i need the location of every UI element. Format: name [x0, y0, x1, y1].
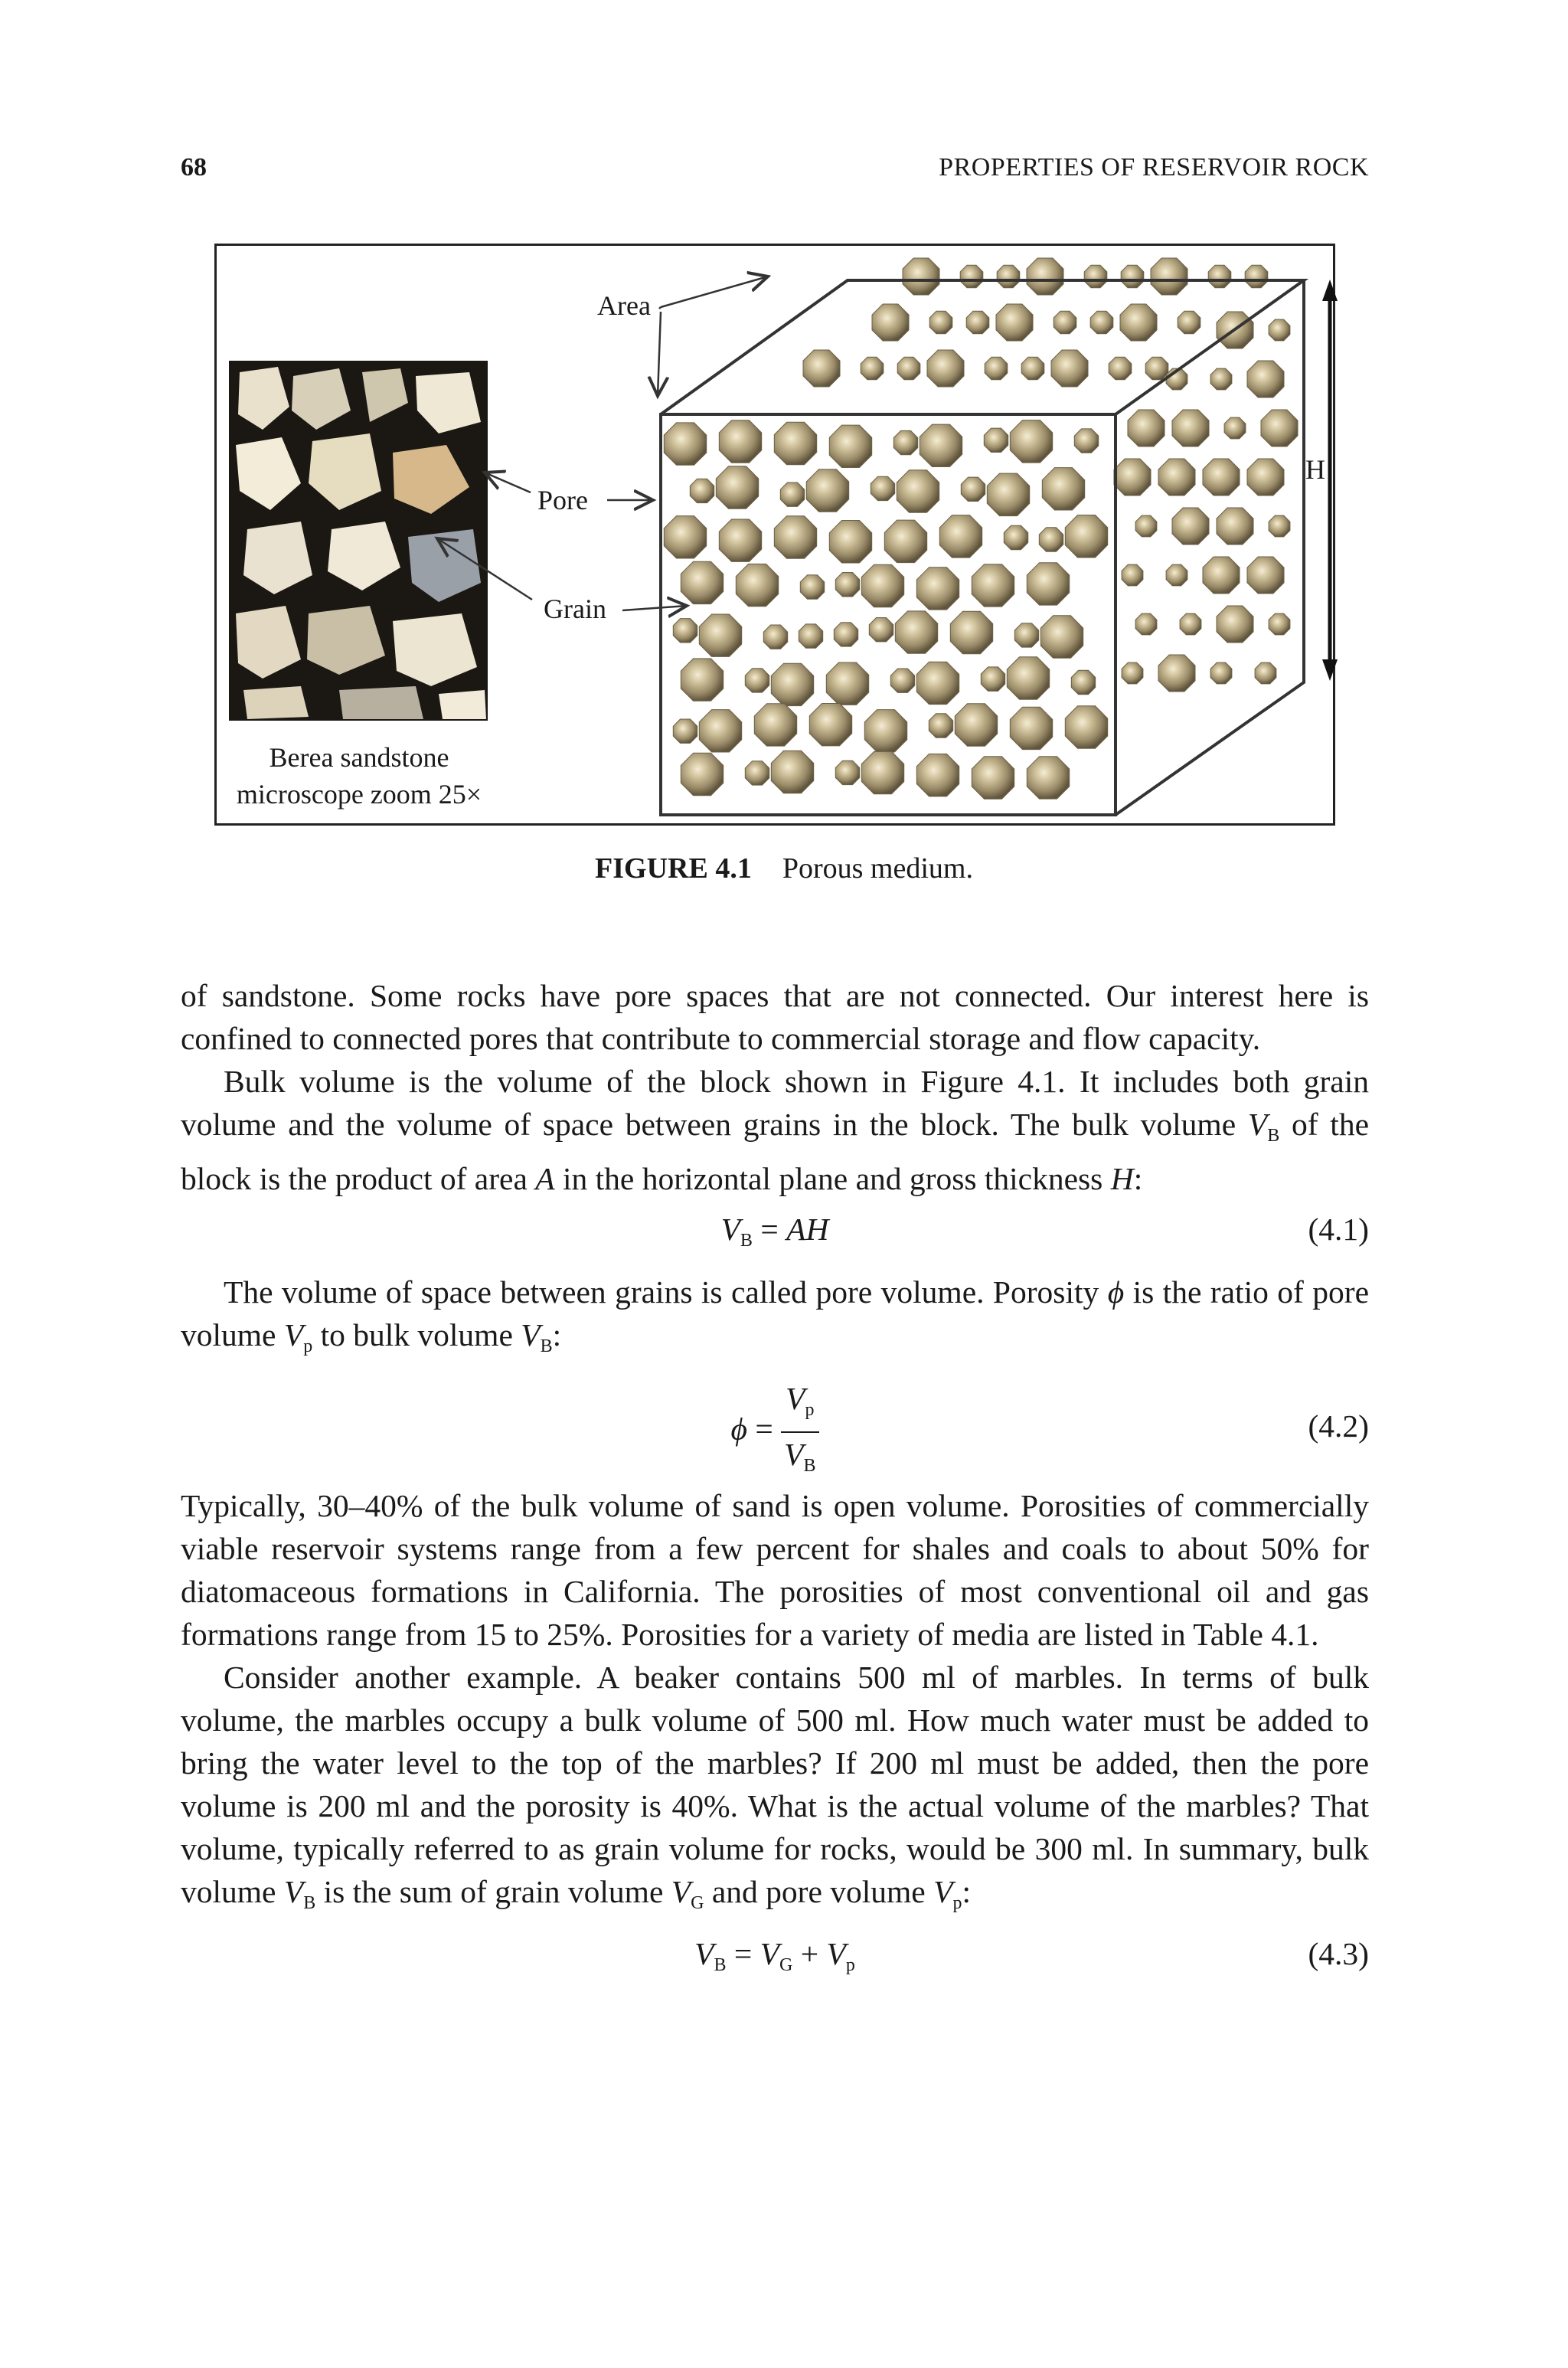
grain [984, 428, 1008, 452]
grain [1224, 417, 1246, 439]
grain [1247, 361, 1284, 397]
height-label: H [1305, 454, 1325, 485]
grain [1208, 265, 1231, 288]
equation-4-2-number: (4.2) [1308, 1408, 1369, 1444]
grain [985, 357, 1008, 380]
grain [745, 761, 769, 785]
paragraph-4: Typically, 30–40% of the bulk volume of sand is open volume. Porosities of commercially viable reservoir systems range from a few percent for shales and coals to about 50% for diatomaceous formations in California. The porosities of most conventional oil and gas formations range from 15 to 25%. Porosities for a variety of media are listed in Table 4.1. [181, 1488, 1369, 1652]
grain [1014, 623, 1038, 647]
grain [861, 357, 884, 380]
grain [869, 618, 893, 642]
grain [1145, 357, 1168, 380]
grain [835, 760, 859, 784]
figure-porous-medium [214, 244, 1335, 826]
grain [774, 516, 816, 558]
page-header [181, 153, 1369, 191]
grain [1027, 757, 1069, 799]
figure-caption [0, 852, 1568, 885]
equation-4-2 [181, 1380, 1369, 1476]
bulk-volume-cube [661, 258, 1304, 815]
paragraph-3: The volume of space between grains is called pore volume. Porosity ϕ is the ratio of pore volume $V_p$ to bulk volume $V_B$: [181, 1274, 1369, 1356]
grain [897, 357, 920, 380]
grain [716, 466, 758, 509]
equation-4-3-number: (4.3) [1308, 1936, 1369, 1971]
grain [1065, 706, 1107, 749]
grain [1071, 670, 1095, 694]
grain [1210, 368, 1232, 390]
paragraph-1: of sandstone. Some rocks have pore spaces that are not connected. Our interest here is confined to connected pores that contribute to commercial storage and flow capacity. [181, 978, 1369, 1056]
grain [1203, 459, 1240, 496]
grain [1255, 662, 1276, 684]
grain [916, 754, 959, 796]
grain [1247, 557, 1284, 594]
grain [673, 619, 697, 643]
grain [803, 350, 840, 387]
grain [1122, 564, 1143, 586]
grain [997, 265, 1020, 288]
grain [961, 477, 985, 501]
grain [920, 424, 962, 466]
grain [763, 625, 787, 649]
equation-4-1-body: $V_B$ = AH [720, 1212, 829, 1251]
grain [771, 663, 813, 705]
grain [1172, 508, 1209, 545]
grain [664, 516, 706, 558]
grain [1040, 616, 1083, 659]
figure-graphic [217, 246, 1338, 828]
micro-caption-line1: Berea sandstone [269, 742, 449, 773]
grain [884, 520, 926, 563]
grain [950, 611, 992, 654]
grain [1090, 311, 1113, 334]
grain [916, 567, 959, 610]
grain [1010, 707, 1052, 749]
grain [835, 573, 859, 597]
grain [673, 719, 697, 743]
grain [1027, 563, 1069, 605]
grain [681, 659, 723, 701]
grain [1178, 311, 1200, 334]
grain [771, 751, 813, 793]
grain [690, 479, 714, 502]
grain [1158, 459, 1195, 496]
equation-4-1-number: (4.1) [1308, 1212, 1369, 1247]
equation-4-3-body: $V_B = V_G + V_p$ [694, 1936, 855, 1975]
grain [939, 515, 982, 558]
grain [1128, 410, 1165, 446]
micro-caption-line2: microscope zoom 25× [236, 779, 482, 810]
grain [972, 564, 1014, 607]
grain [1135, 613, 1157, 635]
grain [1042, 468, 1084, 510]
grain [864, 710, 906, 752]
grain [893, 430, 917, 454]
grain [719, 420, 761, 463]
grain [972, 757, 1014, 800]
grain [834, 623, 858, 646]
equation-4-3 [181, 1932, 1369, 1975]
grain [1261, 410, 1298, 446]
grain [929, 311, 952, 334]
grain [960, 265, 983, 288]
grain [981, 667, 1004, 692]
equation-4-2-fraction: $\frac{V_p}{V_B}$ [781, 1380, 818, 1484]
running-title: PROPERTIES OF RESERVOIR ROCK [939, 153, 1369, 182]
grain [1151, 258, 1187, 295]
grain [1217, 508, 1253, 545]
grain [895, 611, 937, 653]
grain [871, 476, 894, 500]
grain [1039, 528, 1063, 551]
grain [1027, 258, 1063, 295]
grain [1054, 311, 1076, 334]
grain [1135, 515, 1157, 537]
microscope-image [229, 361, 488, 721]
grain [664, 423, 706, 465]
pore-label: Pore [537, 485, 588, 515]
grain [966, 311, 989, 334]
grain [987, 473, 1029, 516]
body-text [181, 974, 1369, 1975]
grain [1065, 515, 1107, 558]
grain [799, 624, 822, 648]
grain [1122, 662, 1143, 684]
paragraph-2: Bulk volume is the volume of the block shown in Figure 4.1. It includes both grain volume and the volume of space between grains in the block. The bulk volume $V_B$ of the block is the product of area A in the horizontal plane and gross thickness H: [181, 1064, 1369, 1196]
page-number: 68 [181, 153, 207, 182]
grain [861, 751, 903, 793]
grain [800, 575, 824, 599]
grain [719, 519, 761, 561]
grain [872, 304, 909, 341]
grain [1210, 662, 1232, 684]
grain [1158, 655, 1195, 692]
figure-number: FIGURE 4.1 [595, 852, 752, 885]
grain [897, 470, 939, 512]
grain [829, 521, 871, 564]
paragraph-5: Consider another example. A beaker contains 500 ml of marbles. In terms of bulk volume, the marbles occupy a bulk volume of 500 ml. How much water must be added to bring the water level to the top of the marbles? If 200 ml must be added, then the pore volume is 200 ml and the porosity is 40%. What is the actual volume of the marbles? That volume, typically referred to as grain volume for rocks, would be 300 ml. In summary, bulk volume $V_B$ is the sum of grain volume $V_G$ and pore volume $V_p$: [181, 1660, 1369, 1913]
grain [1051, 350, 1088, 387]
grain [1010, 420, 1052, 463]
grain [826, 662, 868, 705]
area-label: Area [597, 290, 651, 321]
grain [780, 482, 804, 506]
grain [955, 704, 997, 746]
grain-label: Grain [544, 594, 606, 624]
grain [916, 662, 959, 704]
equation-4-1 [181, 1208, 1369, 1251]
grain [1021, 357, 1044, 380]
grain [1247, 459, 1284, 496]
grain [1166, 564, 1187, 586]
grain [1114, 459, 1151, 496]
grain [1120, 304, 1157, 341]
grain [699, 710, 741, 752]
grain [1084, 265, 1107, 288]
figure-caption-text: Porous medium. [782, 852, 973, 885]
grain [1269, 515, 1290, 537]
grain [890, 669, 914, 692]
grain [1007, 657, 1049, 700]
grain [929, 714, 952, 738]
grain [809, 704, 851, 746]
grain [736, 564, 778, 606]
grain [927, 350, 964, 387]
grain [699, 614, 741, 656]
grain [996, 304, 1033, 341]
grain [829, 425, 871, 467]
grain [1121, 265, 1144, 288]
grain [1109, 357, 1132, 380]
grain [1245, 265, 1268, 288]
grain [903, 258, 939, 295]
grain [681, 561, 723, 603]
grain [754, 704, 796, 746]
equation-4-2-body: ϕ = $\frac{V_p}{V_B}$ [181, 1380, 1369, 1484]
grain [861, 564, 903, 607]
grain [1269, 613, 1290, 635]
grain [1180, 613, 1201, 635]
grain [1203, 557, 1240, 594]
grain [681, 753, 723, 795]
grain [1172, 410, 1209, 446]
grain [1217, 606, 1253, 643]
grain [745, 669, 769, 692]
grain [1074, 429, 1098, 453]
grain [1004, 525, 1027, 549]
grain [1269, 319, 1290, 341]
grain [806, 469, 848, 512]
grain [774, 422, 816, 465]
